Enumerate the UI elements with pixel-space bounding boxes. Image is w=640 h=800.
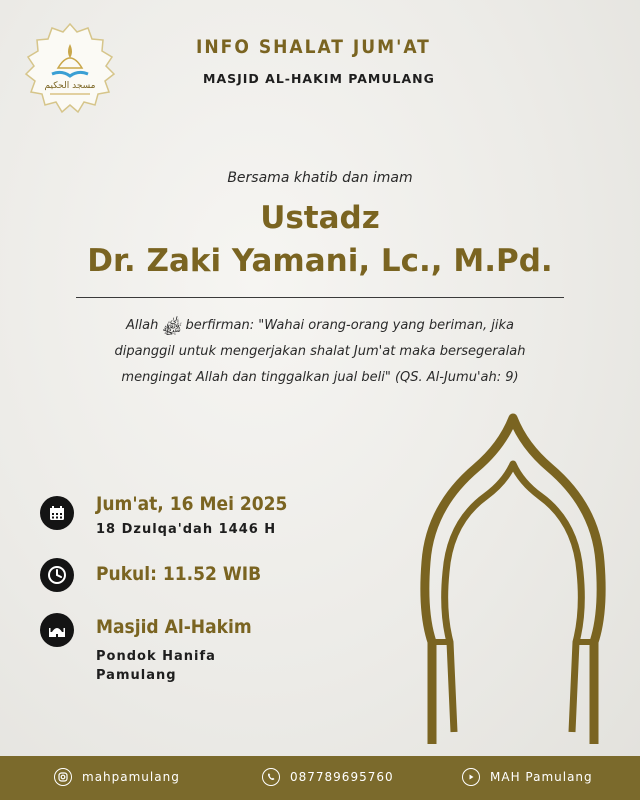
- play-icon: [462, 768, 480, 786]
- phone-link[interactable]: [262, 768, 394, 786]
- instagram-link[interactable]: [54, 768, 180, 786]
- divider: [76, 297, 564, 298]
- calendar-icon: [40, 496, 74, 530]
- mosque-icon: [40, 613, 74, 647]
- youtube-link[interactable]: [462, 768, 593, 786]
- khatib-title: Ustadz: [260, 200, 380, 236]
- clock-icon: [40, 558, 74, 592]
- instagram-icon: [54, 768, 72, 786]
- mosque-logo: [22, 22, 118, 118]
- quote-line: dipanggil untuk mengerjakan shalat Jum'at maka bersegeralah: [114, 344, 526, 359]
- intro-text: Bersama khatib dan imam: [227, 170, 413, 186]
- hijri-date: 18 Dzulqa'dah 1446 H: [96, 522, 277, 537]
- page-title: INFO SHALAT JUM'AT: [196, 36, 431, 58]
- mosque-name-subtitle: MASJID AL-HAKIM PAMULANG: [203, 71, 435, 86]
- address-line: Pamulang: [96, 668, 177, 683]
- arch-decoration: [410, 412, 615, 747]
- whatsapp-icon: [262, 768, 280, 786]
- mosque-place: Masjid Al-Hakim: [96, 616, 252, 638]
- instagram-handle: mahpamulang: [82, 770, 180, 784]
- quote-line: Allah ﷾ berfirman: "Wahai orang-orang yang beriman, jika: [126, 318, 514, 333]
- address-line: Pondok Hanifa: [96, 649, 216, 664]
- event-date: Jum'at, 16 Mei 2025: [96, 493, 288, 515]
- quote-line: mengingat Allah dan tinggalkan jual beli" (QS. Al-Jumu'ah: 9): [121, 370, 519, 385]
- svg-text:مسجد الحكيم: مسجد الحكيم: [44, 81, 96, 91]
- youtube-channel: MAH Pamulang: [490, 770, 593, 784]
- footer-bar: [0, 756, 640, 800]
- quran-quote: [40, 313, 600, 391]
- khatib-name: Dr. Zaki Yamani, Lc., M.Pd.: [87, 243, 553, 279]
- prayer-time: Pukul: 11.52 WIB: [96, 563, 262, 585]
- phone-number: 087789695760: [290, 770, 394, 784]
